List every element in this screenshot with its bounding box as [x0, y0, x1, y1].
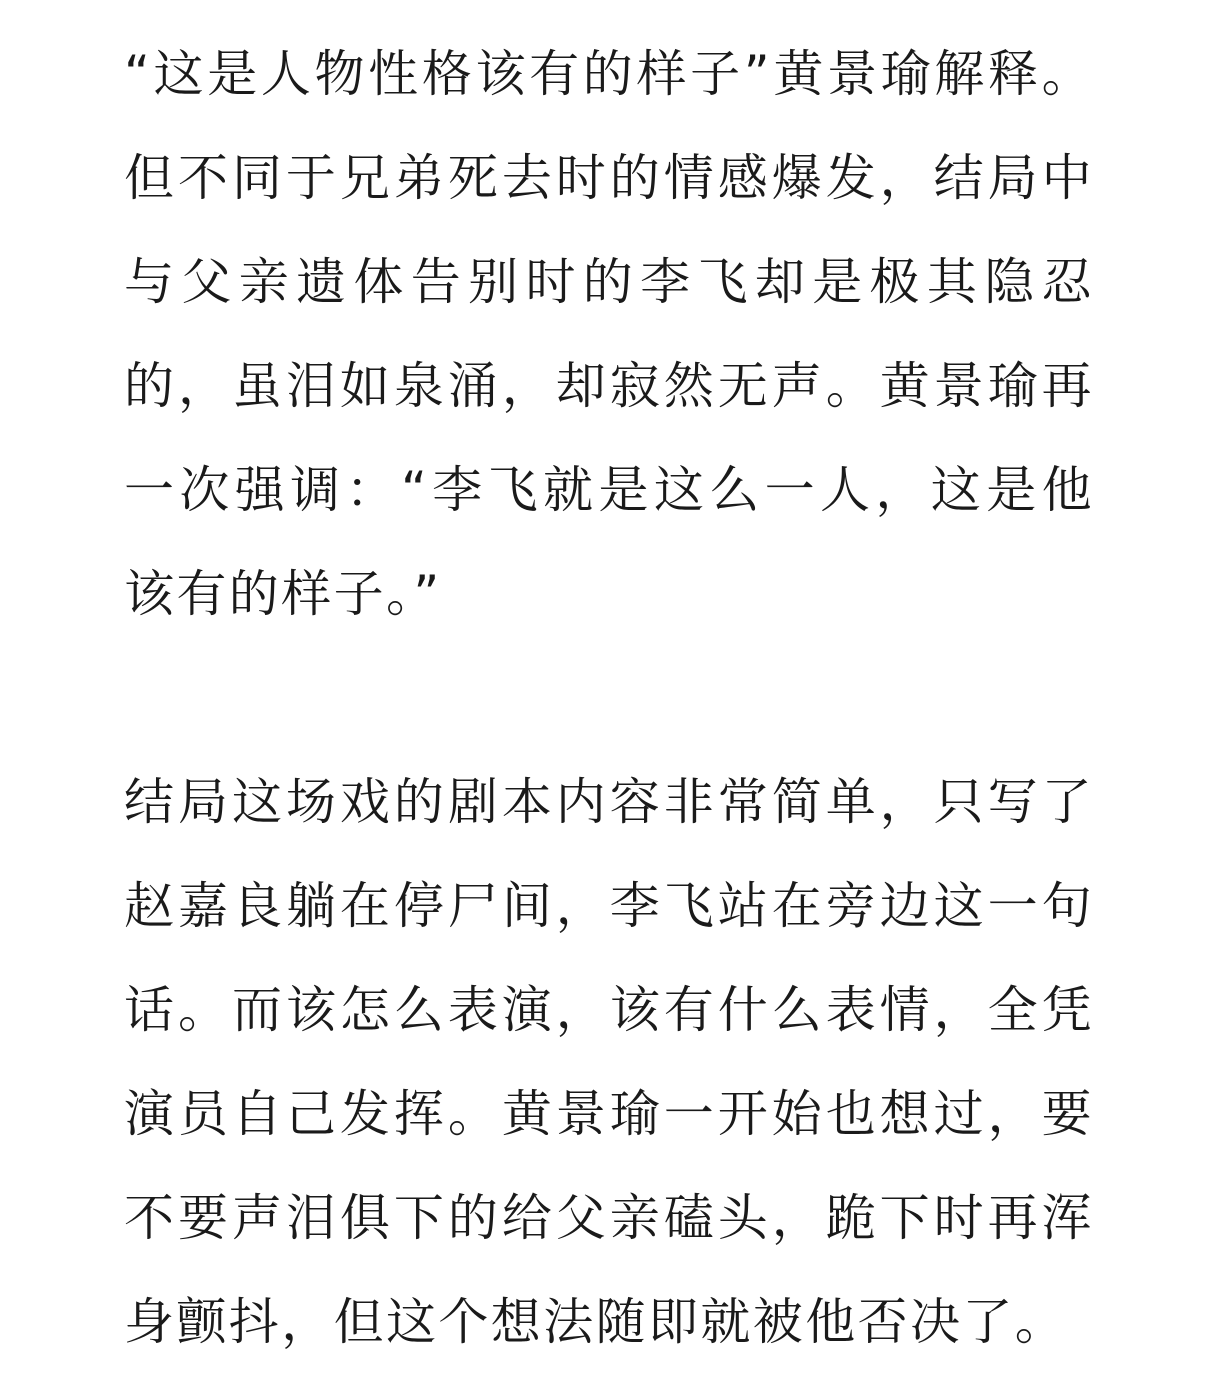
article-paragraph-2: 结局这场戏的剧本内容非常简单，只写了赵嘉良躺在停尸间，李飞站在旁边这一句话。而该怎么表演，该有什么表情，全凭演员自己发挥。黄景瑜一开始也想过，要不要声泪俱下的给父亲磕头，跪下时再浑身颤抖，但这个想法随即就被他否决了。: [124, 773, 1094, 1351]
article-paragraph-1: “这是人物性格该有的样子”黄景瑜解释。但不同于兄弟死去时的情感爆发，结局中与父亲遗体告别时的李飞却是极其隐忍的，虽泪如泉涌，却寂然无声。黄景瑜再一次强调：“李飞就是这么一人，这是他该有的样子。”: [124, 45, 1094, 623]
paragraph-spacer: [124, 646, 1094, 750]
